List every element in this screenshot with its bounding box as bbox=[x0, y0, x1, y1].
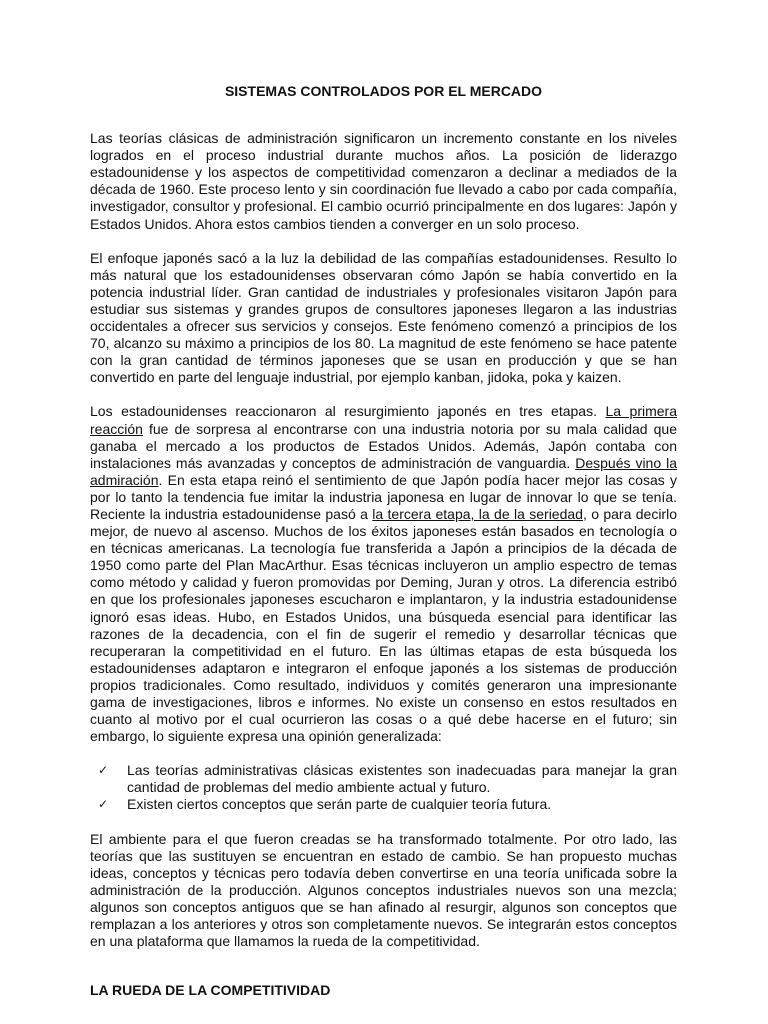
paragraph-1: Las teorías clásicas de administración significaron un incremento constante en los niveles logrados en el proceso industrial durante muchos años. La posición de liderazgo estadounidense y los aspectos de competitividad comenzaron a declinar a mediados de la década de 1960. Este proceso lento y sin coordinación fue llevado a cabo por cada compañía, investigador, consultor y profesional. El cambio ocurrió principalmente en dos lugares: Japón y Estados Unidos. Ahora estos cambios tienden a converger en un solo proceso. bbox=[90, 130, 677, 232]
checkmark-icon: ✓ bbox=[98, 797, 109, 812]
paragraph-3-text-4: , o para decirlo mejor, de nuevo al ascenso. Muchos de los éxitos japoneses están basados en tecnología o en técnicas americanas. La tecnología fue transferida a Japón a principios de la década de 1950 como parte del Plan MacArthur. Esas técnicas incluyeron un amplio espectro de temas como método y calidad y fueron promovidas por Deming, Juran y otros. La diferencia estribó en que los profesionales japoneses escucharon e implantaron, y la industria estadounidense ignoró esas ideas. Hubo, en Estados Unidos, una búsqueda esencial para identificar las razones de la decadencia, con el fin de sugerir el remedio y desarrollar técnicas que recuperaran la competitividad en el futuro. En las últimas etapas de esta búsqueda los estadounidenses adaptaron e integraron el enfoque japonés a los sistemas de producción propios tradicionales. Como resultado, individuos y comités generaron una impresionante gama de investigaciones, libros e informes. No existe un consenso en estos resultados en cuanto al motivo por el cual ocurrieron las cosas o a qué debe hacerse en el futuro; sin embargo, lo siguiente expresa una opinión generalizada: bbox=[90, 505, 677, 745]
paragraph-3-text-1: Los estadounidenses reaccionaron al resurgimiento japonés en tres etapas. bbox=[90, 403, 606, 420]
paragraph-4: El ambiente para el que fueron creadas se ha transformado totalmente. Por otro lado, las teorías que las sustituyen se encuentran en estado de cambio. Se han propuesto muchas ideas, conceptos y técnicas pero todavía deben convertirse en una teoría unificada sobre la administración de la producción. Algunos conceptos industriales nuevos son una mezcla; algunos son conceptos antiguos que se han afinado al resurgir, algunos son conceptos que remplazan a los anteriores y otros son completamente nuevos. Se integrarán estos conceptos en una plataforma que llamamos la rueda de la competitividad. bbox=[90, 830, 677, 950]
document-page bbox=[90, 83, 677, 999]
underlined-third-stage: la tercera etapa, la de la seriedad bbox=[372, 505, 583, 522]
check-list bbox=[90, 762, 677, 813]
list-item bbox=[90, 796, 677, 813]
checkmark-icon: ✓ bbox=[98, 763, 109, 778]
list-item bbox=[90, 762, 677, 796]
page-title: SISTEMAS CONTROLADOS POR EL MERCADO bbox=[224, 83, 543, 99]
paragraph-3 bbox=[90, 403, 677, 745]
list-item-text: Las teorías administrativas clásicas existentes son inadecuadas para manejar la gran cantidad de problemas del medio ambiente actual y futuro. bbox=[127, 762, 677, 796]
paragraph-3-text-2: fue de sorpresa al encontrarse con una industria notoria por su mala calidad que ganaba el mercado a los productos de Estados Unidos. Además, Japón contaba con instalaciones más avanzadas y conceptos de administración de vanguardia. bbox=[90, 420, 677, 471]
underlined-admiration: Después vino la admiración bbox=[90, 454, 677, 488]
paragraph-2: El enfoque japonés sacó a la luz la debilidad de las compañías estadounidenses. Resulto lo más natural que los estadounidenses observaran cómo Japón se había convertido en la potencia industrial líder. Gran cantidad de industriales y profesionales visitaron Japón para estudiar sus sistemas y grandes grupos de consultores japoneses llegaron a las industrias occidentales a ofrecer sus servicios y consejos. Este fenómeno comenzó a principios de los 70, alcanzo su máximo a principios de los 80. La magnitud de este fenómeno se hace patente con la gran cantidad de términos japoneses que se usan en producción y que se han convertido en parte del lenguaje industrial, por ejemplo kanban, jidoka, poka y kaizen. bbox=[90, 249, 677, 386]
section-heading: LA RUEDA DE LA COMPETITIVIDAD bbox=[90, 982, 331, 999]
list-item-text: Existen ciertos conceptos que serán parte de cualquier teoría futura. bbox=[127, 796, 552, 813]
paragraph-3-text-3: . En esta etapa reinó el sentimiento de que Japón podía hacer mejor las cosas y por lo tanto la tendencia fue imitar la industria japonesa en lugar de innovar lo que se tenía. Reciente la industria estadounidense pasó a bbox=[90, 471, 677, 522]
underlined-first-reaction: La primera reacción bbox=[90, 403, 677, 437]
